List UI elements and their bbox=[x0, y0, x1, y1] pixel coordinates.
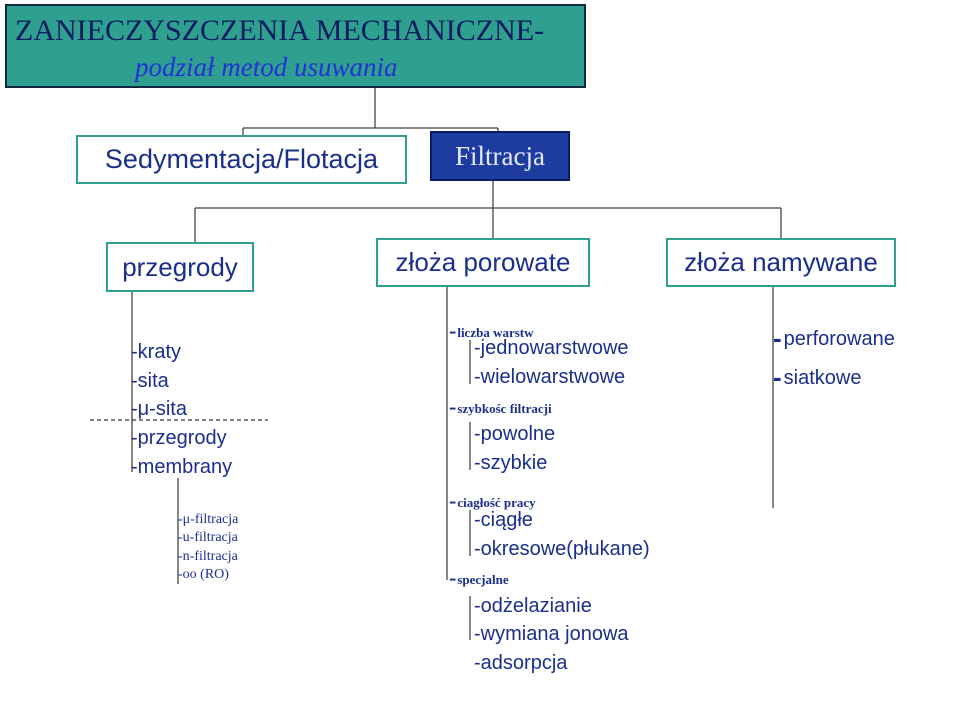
title-box bbox=[5, 4, 586, 88]
szybkosc-filtracji-heading: -szybkośc filtracji bbox=[449, 394, 552, 419]
membrany-item: -oo (RO) bbox=[178, 567, 229, 582]
porowate-item: -wymiana jonowa bbox=[474, 623, 629, 645]
przegrody-box: przegrody bbox=[106, 242, 254, 292]
porowate-item: -wielowarstwowe bbox=[474, 366, 626, 388]
specjalne-heading: -specjalne bbox=[449, 565, 509, 590]
przegrody-item: -sita bbox=[131, 370, 169, 392]
porowate-item: -okresowe(płukane) bbox=[474, 538, 650, 560]
filtracja-box: Filtracja bbox=[430, 131, 570, 181]
namywane-item: - siatkowe bbox=[773, 362, 862, 392]
porowate-item: -szybkie bbox=[474, 452, 548, 474]
porowate-item: -adsorpcja bbox=[474, 652, 568, 674]
przegrody-item: -kraty bbox=[131, 341, 181, 363]
porowate-item: -ciągłe bbox=[474, 509, 533, 531]
przegrody-item: -przegrody bbox=[131, 427, 227, 449]
przegrody-item: -membrany bbox=[131, 456, 233, 478]
przegrody-item: -μ-sita bbox=[131, 398, 187, 420]
ciaglosc-pracy-heading: -ciagłość pracy bbox=[449, 488, 536, 513]
membrany-item: -n-filtracja bbox=[178, 549, 238, 564]
sedymentacja-box: Sedymentacja/Flotacja bbox=[76, 135, 407, 184]
zloza-namywane-box: złoża namywane bbox=[666, 238, 896, 287]
porowate-item: -jednowarstwowe bbox=[474, 337, 629, 359]
membrany-item: -μ-filtracja bbox=[178, 512, 239, 527]
page-title: ZANIECZYSZCZENIA MECHANICZNE- bbox=[15, 14, 545, 47]
namywane-item: - perforowane bbox=[773, 323, 895, 353]
porowate-item: -odżelazianie bbox=[474, 595, 592, 617]
membrany-item: -u-filtracja bbox=[178, 530, 238, 545]
zloza-porowate-box: złoża porowate bbox=[376, 238, 590, 287]
liczba-warstw-heading: -liczba warstw bbox=[449, 318, 534, 343]
page-subtitle: podział metod usuwania bbox=[135, 52, 398, 82]
porowate-item: -powolne bbox=[474, 423, 556, 445]
